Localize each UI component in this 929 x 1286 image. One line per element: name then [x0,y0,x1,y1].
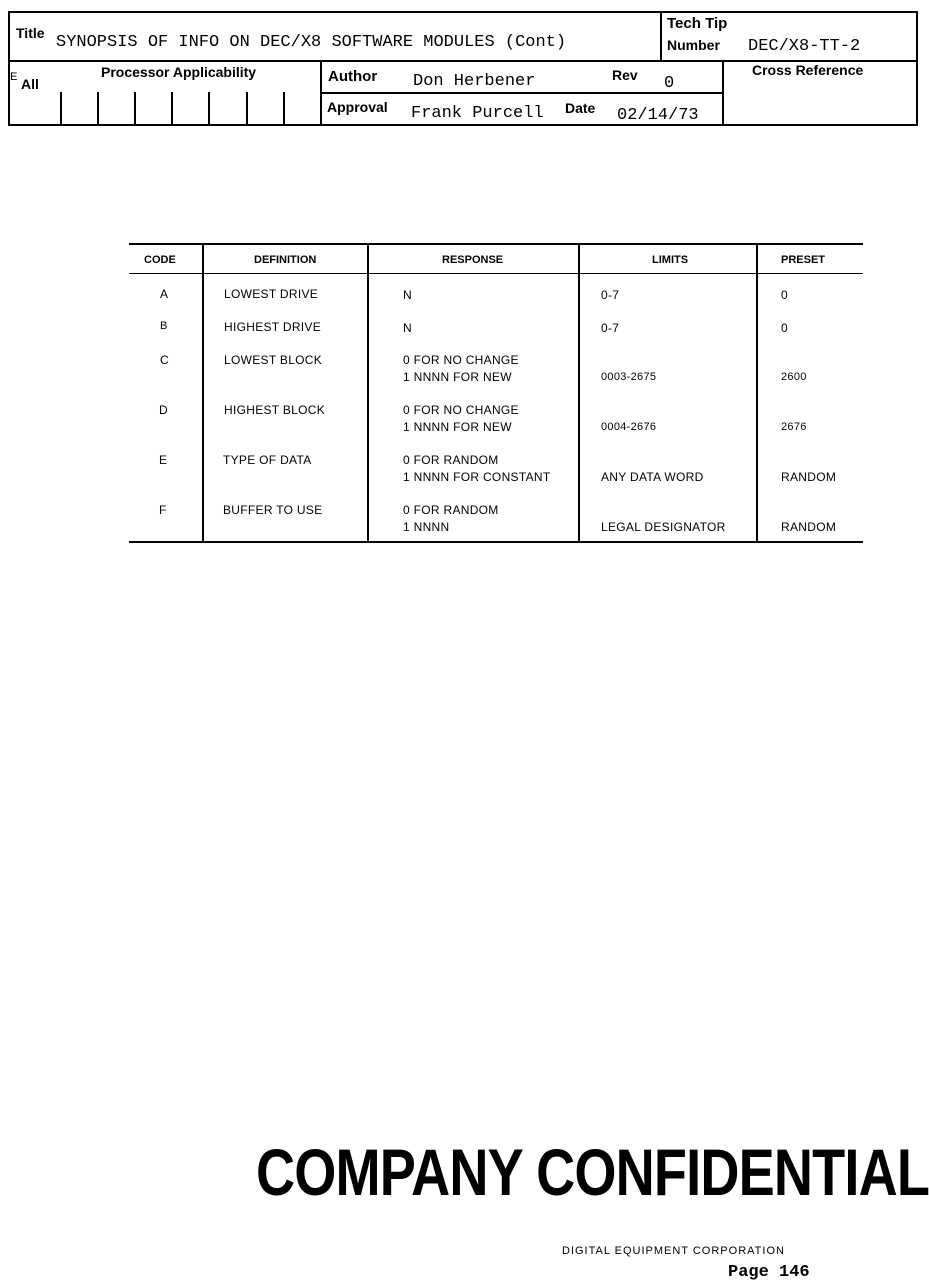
cell-definition: HIGHEST DRIVE [224,320,322,334]
title-value: SYNOPSIS OF INFO ON DEC/X8 SOFTWARE MODULES (Cont) [56,33,567,52]
cell-code: A [160,287,169,301]
cell-preset: 2600 [781,371,807,383]
header-limits: LIMITS [652,254,689,266]
cell-response: 1 NNNN FOR NEW [403,370,512,384]
header-definition: DEFINITION [254,254,317,266]
cell-code: C [160,353,169,367]
author-approval-divider [320,92,723,94]
column-divider [202,243,204,543]
author-value: Don Herbener [413,72,536,91]
cell-code: F [159,503,167,517]
cell-limits: ANY DATA WORD [601,470,704,484]
approval-value: Frank Purcell [411,104,544,123]
cell-definition: BUFFER TO USE [223,503,323,517]
cell-limits: 0-7 [601,288,620,302]
date-label: Date [565,100,596,116]
cross-reference-label: Cross Reference [752,62,864,78]
cell-response: 0 FOR NO CHANGE [403,403,519,417]
cell-response: 0 FOR RANDOM [403,503,499,517]
proc-divider [134,92,136,126]
number-value: DEC/X8-TT-2 [748,37,861,56]
cell-limits: LEGAL DESIGNATOR [601,520,726,534]
stamp-text: COMPANY CONFIDENTIAL [256,1135,929,1209]
table-bottom-rule [129,541,863,543]
table-top-rule [129,243,863,245]
proc-divider [60,92,62,126]
cell-preset: RANDOM [781,520,837,534]
cell-response: N [403,288,412,302]
cell-response: 0 FOR RANDOM [403,453,499,467]
proc-divider [246,92,248,126]
rev-value: 0 [664,74,675,93]
date-value: 02/14/73 [617,106,699,125]
cell-response: 1 NNNN FOR CONSTANT [403,470,551,484]
header-response: RESPONSE [442,254,504,266]
cell-code: B [160,320,168,332]
cell-preset: 2676 [781,421,807,433]
header-code: CODE [144,254,176,266]
processor-applicability-label: Processor Applicability [101,64,257,80]
rev-label: Rev [612,67,638,83]
title-label: Title [16,25,45,41]
proc-divider [171,92,173,126]
cross-ref-divider [722,60,724,126]
column-divider [756,243,758,543]
cell-definition: LOWEST BLOCK [224,353,323,367]
cell-definition: HIGHEST BLOCK [224,403,326,417]
cell-preset: 0 [781,321,788,335]
e-mark: E [10,71,18,83]
cell-definition: LOWEST DRIVE [224,287,319,301]
cell-response: 1 NNNN [403,520,450,534]
cell-response: N [403,321,412,335]
cell-preset: 0 [781,288,788,302]
column-divider [367,243,369,543]
cell-limits: 0003-2675 [601,371,657,383]
proc-divider [97,92,99,126]
cell-limits: 0-7 [601,321,620,335]
cell-limits: 0004-2676 [601,421,657,433]
column-divider [578,243,580,543]
header-preset: PRESET [781,254,826,266]
cell-code: E [159,453,168,467]
cell-response: 1 NNNN FOR NEW [403,420,512,434]
all-label: All [21,76,39,92]
company-name: DIGITAL EQUIPMENT CORPORATION [562,1245,785,1257]
proc-divider [208,92,210,126]
cell-definition: TYPE OF DATA [223,453,312,467]
page-number: Page 146 [728,1263,810,1282]
company-confidential-stamp [256,1135,929,1209]
table-header-rule [129,273,863,274]
proc-divider [283,92,285,126]
cell-code: D [159,403,168,417]
tech-tip-label: Tech Tip [667,15,728,32]
cell-response: 0 FOR NO CHANGE [403,353,519,367]
approval-label: Approval [327,99,388,115]
number-label: Number [667,37,720,53]
cell-preset: RANDOM [781,470,837,484]
author-label: Author [328,68,378,85]
